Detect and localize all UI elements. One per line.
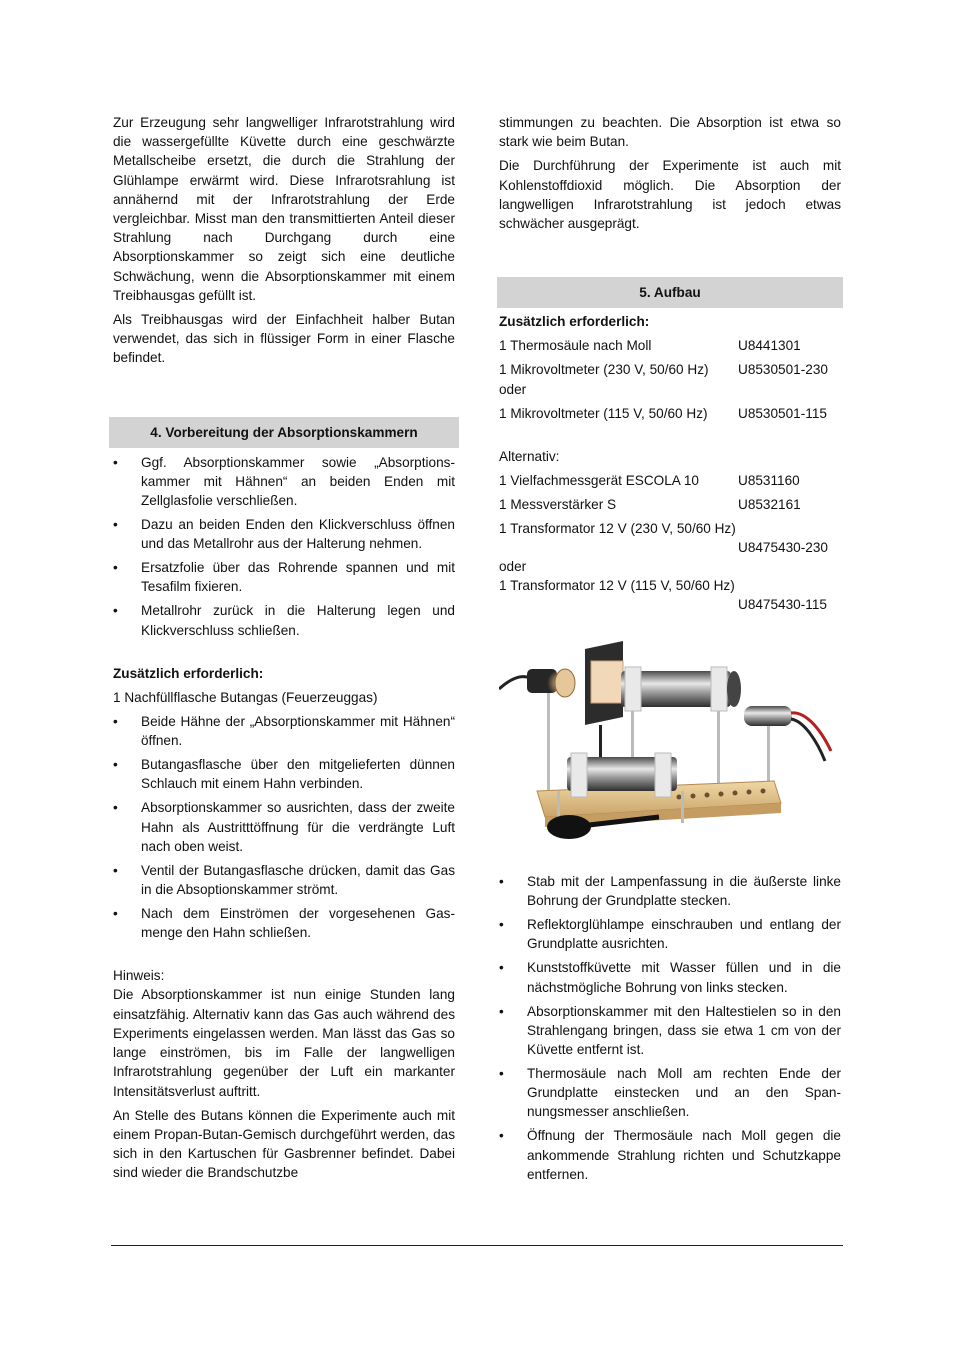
- equipment-code: U8530501-230: [738, 362, 828, 378]
- equipment-name: 1 Vielfachmessgerät ESCOLA 10: [499, 472, 699, 488]
- alternative-label: Alternativ:: [499, 448, 560, 464]
- list-item: • Stab mit der Lampenfassung in die äußerste linke Bohrung der Grundplatte stecken.: [499, 872, 841, 910]
- equipment-row: [499, 404, 841, 423]
- transformer-2-name: 1 Transformator 12 V (115 V, 50/60 Hz): [499, 578, 735, 594]
- equipment-code: U8532161: [738, 496, 801, 512]
- equipment-row: [499, 471, 841, 490]
- list-item: • Absorptionskammer mit den Haltestielen so in den Strahlengang bringen, dass sie etwa 1 cm von der Küvette entfernt ist.: [499, 1002, 841, 1060]
- note-paragraph-2: An Stelle des Butans können die Experimente auch mit einem Propan-Butan-Gemisch durchgeführt werden, das sich in den Kartuschen für Gasbrenner befindet. Dabei sind wieder die Brandschutzbe: [113, 1107, 455, 1181]
- equipment-row: [499, 380, 841, 399]
- additional-required-title: Zusätzlich erforderlich:: [113, 665, 264, 681]
- continued-paragraph-2: Die Durchführung der Experimente ist auch mit Kohlenstoffdioxid möglich. Die Absorption der langwelligen Infrarotstrahlung ist jedoch etwas schwächer ausgeprägt.: [499, 158, 841, 232]
- list-item: • Dazu an beiden Enden den Klickverschluss öffnen und das Metallrohr aus der Halterung nehmen.: [113, 515, 455, 553]
- section-5-heading: 5. Aufbau: [497, 277, 843, 308]
- or-label: oder: [499, 559, 527, 575]
- setup-steps: [499, 872, 841, 1189]
- list-item: • Absorptionskammer so ausrichten, dass der zweite Hahn als Austritttöffnung für die verdrängte Luft nach oben weist.: [113, 798, 455, 856]
- transformer-1-code: U8475430-230: [738, 539, 828, 555]
- equipment-code: U8531160: [738, 472, 800, 488]
- intro-paragraph-2: Als Treibhausgas wird der Einfachheit halber Butan verwendet, das sich in flüssiger Form in einer Flasche befindet.: [113, 312, 455, 366]
- equipment-name: 1 Thermosäule nach Moll: [499, 338, 652, 354]
- list-item: • Ventil der Butangasflasche drücken, damit das Gas in die Absoptionskammer strömt.: [113, 861, 455, 899]
- right-column: [499, 113, 841, 615]
- list-item: • Thermosäule nach Moll am rechten Ende der Grundplatte einstecken und an den Spannungsmesser anschließen.: [499, 1064, 841, 1122]
- footer-divider: [111, 1245, 843, 1246]
- list-item: • Öffnung der Thermosäule nach Moll gegen die ankommende Strahlung richten und Schutzkappe entfernen.: [499, 1126, 841, 1184]
- list-item: • Nach dem Einströmen der vorgesehenen Gasmenge den Hahn schließen.: [113, 904, 455, 942]
- intro-paragraph-1: Zur Erzeugung sehr langwelliger Infrarotstrahlung wird die wassergefüllte Küvette durch eine geschwärzte Metallscheibe ersetzt, die durch die Strahlung der Glühlampe erwärmt wird. Diese Infrarotsrahlung ist annähernd mit der Infrarotstrahlung der Erde vergleichbar. Misst man den transmittierten Anteil dieser Strahlung nach Durchgang durch eine Absorptionskammer so zeigt sich eine deutliche Schwächung, wenn die Absorptionskammer mit einem Treibhausgas gefüllt ist.: [113, 115, 455, 303]
- section-4-list: [113, 453, 455, 640]
- equipment-row: [499, 360, 841, 379]
- fill-procedure-list: [113, 712, 455, 942]
- left-column: [113, 113, 455, 1188]
- note-label: Hinweis:: [113, 968, 165, 984]
- equipment-code: U8441301: [738, 338, 801, 354]
- list-item: • Reflektorglühlampe einschrauben und entlang der Grundplatte ausrichten.: [499, 915, 841, 953]
- equipment-code: U8530501-115: [738, 405, 827, 421]
- equipment-name: 1 Messverstärker S: [499, 496, 617, 512]
- list-item: • Metallrohr zurück in die Halterung legen und Klickverschluss schließen.: [113, 601, 455, 639]
- equipment-code: [738, 380, 841, 399]
- equipment-name: oder: [499, 381, 527, 397]
- list-item: • Ersatzfolie über das Rohrende spannen und mit Tesafilm fixieren.: [113, 558, 455, 596]
- transformer-2-code: U8475430-115: [738, 597, 827, 613]
- equipment-row: [499, 336, 841, 355]
- equipment-name: 1 Mikrovoltmeter (230 V, 50/60 Hz): [499, 362, 709, 378]
- experiment-setup-photo: [499, 631, 843, 845]
- list-item: • Ggf. Absorptionskammer sowie „Absorptionskammer mit Hähnen“ an beiden Enden mit Zellglasfolie verschließen.: [113, 453, 455, 511]
- transformer-1-name: 1 Transformator 12 V (230 V, 50/60 Hz): [499, 520, 736, 536]
- equipment-row: [499, 495, 841, 514]
- list-item: • Kunststoffküvette mit Wasser füllen und in die nächstmögliche Bohrung von links stecken.: [499, 958, 841, 996]
- section-4-heading: 4. Vorbereitung der Absorptionskammern: [109, 417, 459, 448]
- equipment-name: 1 Mikrovoltmeter (115 V, 50/60 Hz): [499, 405, 708, 421]
- list-item: • Butangasflasche über den mitgelieferten dünnen Schlauch mit einem Hahn verbinden.: [113, 755, 455, 793]
- additional-required-title: Zusätzlich erforderlich:: [499, 314, 650, 330]
- note-text: Die Absorptionskammer ist nun einige Stunden lang einsatzfähig. Alternativ kann das Gas auch während des Experiments eingelassen werden. Man lässt das Gas so lange einströmen, bis im Falle der langwelligen Infrarotstrahlung gegenüber der Luft ein markanter Intensitätsverlust auftritt.: [113, 987, 455, 1099]
- setup-list: [499, 872, 841, 1184]
- continued-paragraph-1: stimmungen zu beachten. Die Absorption ist etwa so stark wie beim Butan.: [499, 115, 841, 150]
- list-item: • Beide Hähne der „Absorptionskammer mit Hähnen“ öffnen.: [113, 712, 455, 750]
- additional-required-item: 1 Nachfüllflasche Butangas (Feuerzeuggas): [113, 689, 378, 705]
